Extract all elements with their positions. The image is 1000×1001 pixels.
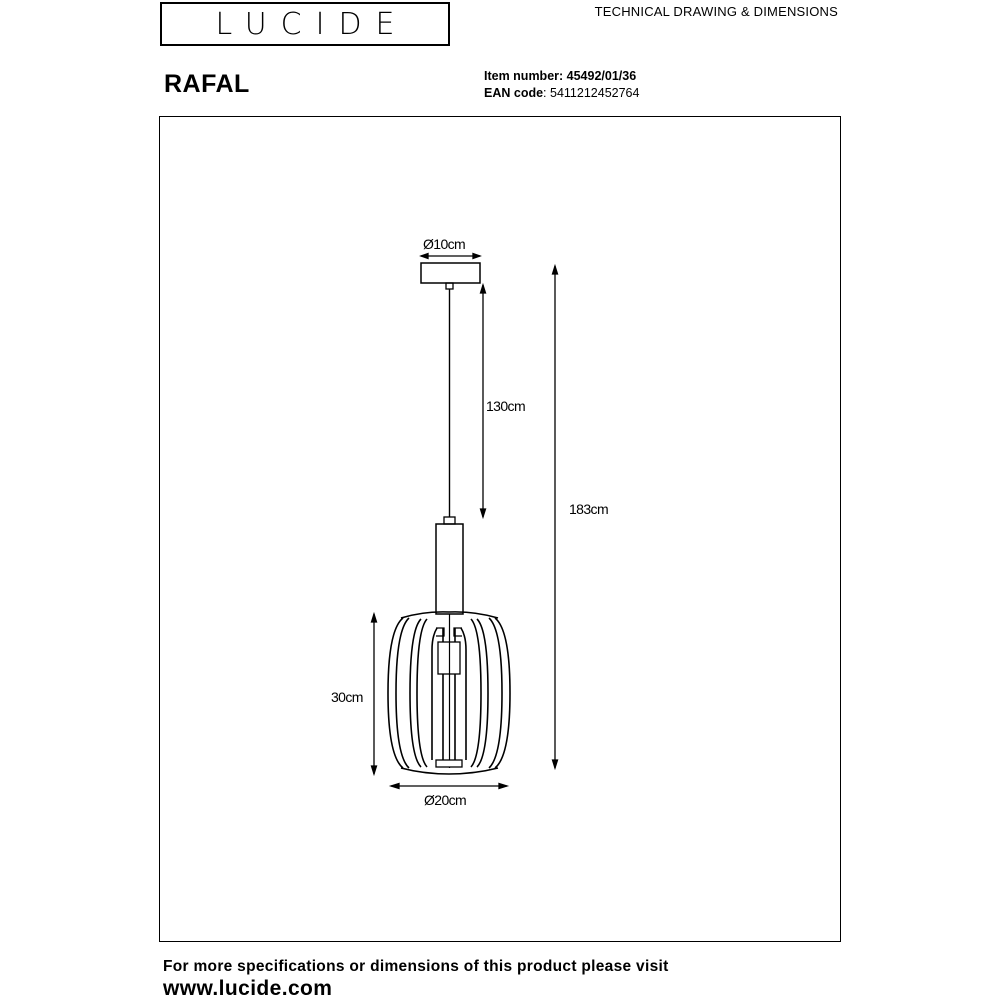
canopy-diameter-dimension-line [421,254,480,259]
footer-website-link[interactable]: www.lucide.com [163,977,333,1000]
item-number-row: Item number: 45492/01/36 [484,69,637,83]
item-number-value: 45492/01/36 [566,69,637,83]
cable-connector [446,283,453,289]
item-number-label: Item number [484,69,560,83]
ean-value: 5411212452764 [550,86,640,100]
canopy [421,263,480,283]
shade-diameter-label: Ø20cm [424,792,467,808]
canopy-diameter-label: Ø10cm [423,236,466,252]
ean-row: EAN code: 5411212452764 [484,86,640,100]
ean-label: EAN code [484,86,544,100]
shade-height-dimension-line [372,614,377,774]
footer-note: For more specifications or dimensions of this product please visit [163,958,669,975]
shade-height-label: 30cm [331,689,363,705]
cable-length-dimension-line [481,285,486,517]
total-height-dimension-line [553,266,558,768]
document-title: TECHNICAL DRAWING & DIMENSIONS [594,4,838,19]
cable-length-label: 130cm [486,398,526,414]
total-height-label: 183cm [569,501,609,517]
lamp-holder [436,524,463,614]
product-name: RAFAL [164,70,250,98]
logo-text: LUCIDE [215,6,409,42]
cage-shade [388,612,510,774]
shade-diameter-dimension-line [391,784,507,789]
cable-clamp [444,517,455,524]
